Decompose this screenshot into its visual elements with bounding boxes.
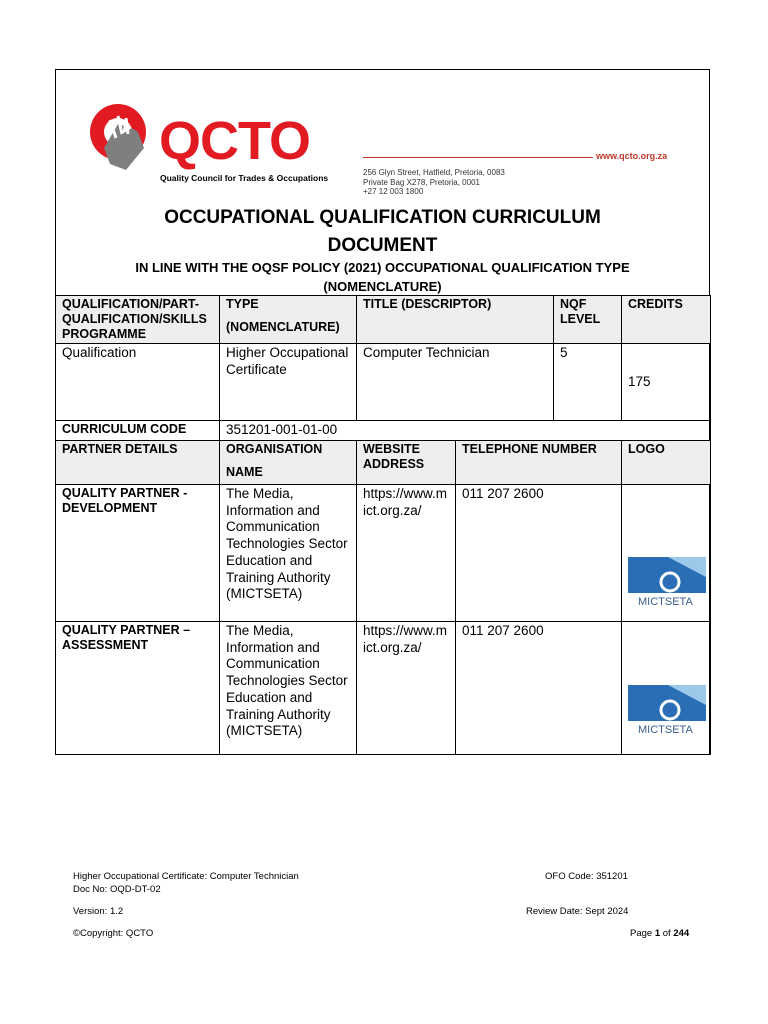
hand-icon	[88, 104, 156, 174]
qualification-table	[55, 295, 711, 755]
address-line: Private Bag X278, Pretoria, 0001	[363, 177, 480, 187]
mictseta-logo	[628, 557, 706, 607]
telephone-header: TELEPHONE NUMBER	[456, 441, 622, 485]
table-row	[56, 441, 711, 485]
qual-header: QUALIFICATION/PART-QUALIFICATION/SKILLS PROGRAMME	[56, 296, 220, 344]
logo-header: LOGO	[622, 441, 711, 485]
document-title: OCCUPATIONAL QUALIFICATION CURRICULUM DOCUMENT	[164, 207, 601, 256]
header	[56, 70, 709, 296]
org-header: ORGANISATION NAME	[220, 441, 357, 485]
table-row	[56, 296, 711, 344]
partner-assess-telephone: 011 207 2600	[456, 622, 622, 755]
cover-frame	[55, 69, 710, 755]
table-row	[56, 421, 711, 441]
qcto-logo	[88, 96, 353, 192]
nqf-value: 5	[554, 344, 622, 421]
partner-assess-label: QUALITY PARTNER – ASSESSMENT	[56, 622, 220, 755]
website-header: WEBSITE ADDRESS	[357, 441, 456, 485]
logo-wordmark: QCTO	[159, 111, 311, 171]
footer-ofo-code: OFO Code: 351201	[545, 871, 628, 882]
partner-dev-logo	[622, 485, 711, 622]
partner-dev-telephone: 011 207 2600	[456, 485, 622, 622]
title-header: TITLE (DESCRIPTOR)	[357, 296, 554, 344]
partner-details-header: PARTNER DETAILS	[56, 441, 220, 485]
address-line: 256 Glyn Street, Hatfield, Pretoria, 0083	[363, 168, 505, 177]
credits-header: CREDITS	[622, 296, 711, 344]
document-subtitle: IN LINE WITH THE OQSF POLICY (2021) OCCUPATIONAL QUALIFICATION TYPE (NOMENCLATURE)	[135, 260, 630, 294]
partner-dev-website[interactable]: https://www.mict.org.za/	[357, 485, 456, 622]
header-address	[363, 168, 505, 197]
nqf-header: NQF LEVEL	[554, 296, 622, 344]
curriculum-code-label: CURRICULUM CODE	[56, 421, 220, 441]
mictseta-logo-text: MICTSETA	[638, 596, 693, 607]
type-header: TYPE (NOMENCLATURE)	[220, 296, 357, 344]
partner-dev-label: QUALITY PARTNER - DEVELOPMENT	[56, 485, 220, 622]
credits-value: 175	[622, 344, 711, 421]
footer-page-number: Page 1 of 244	[630, 928, 690, 939]
table-row	[56, 344, 711, 421]
type-value: Higher Occupational Certificate	[220, 344, 357, 421]
address-line: +27 12 003 1800	[363, 187, 424, 196]
table-row	[56, 622, 711, 755]
mictseta-logo-text: MICTSETA	[638, 724, 693, 735]
table-row	[56, 485, 711, 622]
header-rule	[363, 157, 593, 158]
curriculum-code-value: 351201-001-01-00	[220, 421, 711, 441]
partner-assess-logo	[622, 622, 711, 755]
header-website[interactable]: www.qcto.org.za	[596, 151, 668, 161]
footer-review-date: Review Date: Sept 2024	[526, 906, 629, 917]
title-value: Computer Technician	[357, 344, 554, 421]
partner-dev-org: The Media, Information and Communication Technologies Sector Education and Training Authority (MICTSETA)	[220, 485, 357, 622]
partner-assess-website[interactable]: https://www.mict.org.za/	[357, 622, 456, 755]
footer-copyright: ©Copyright: QCTO	[73, 928, 154, 939]
mictseta-logo	[628, 685, 706, 735]
qual-value: Qualification	[56, 344, 220, 421]
footer-doc-title: Higher Occupational Certificate: Computer Technician	[73, 871, 299, 882]
footer-doc-no: Doc No: OQD-DT-02	[73, 884, 161, 895]
logo-subtitle: Quality Council for Trades & Occupations	[160, 173, 329, 183]
footer-version: Version: 1.2	[73, 906, 124, 917]
partner-assess-org: The Media, Information and Communication Technologies Sector Education and Training Authority (MICTSETA)	[220, 622, 357, 755]
